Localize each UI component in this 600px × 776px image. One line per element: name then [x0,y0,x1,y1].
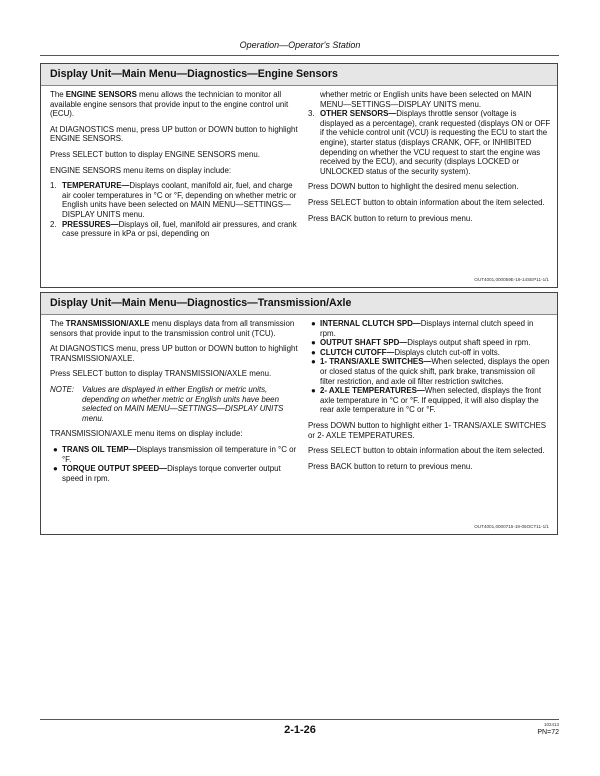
list-item-internal-clutch-spd: ● INTERNAL CLUTCH SPD—Displays internal clutch speed in rpm. [311,319,534,338]
reference-code: OUT4001,0000715-19-05OCT11-1/1 [474,524,549,529]
intro-paragraph: The TRANSMISSION/AXLE menu displays data from all transmission sensors that provide input to the transmission control unit (TCU). [50,319,295,338]
right-column [308,319,551,477]
list-item-pressures: 2. PRESSURES—Displays oil, fuel, manifold air pressures, and crank case pressure in kPa or psi, depending on [50,219,297,239]
list-item-temperature: 1. TEMPERATURE—Displays coolant, manifold air, fuel, and charge air cooler temperatures in °C or °F, depending on whether metric or English units have been selected on MAIN MENU—SETTINGS—DISPLAY UNITS menu. [50,181,297,219]
reference-code: OUT4001,000059E-19-14SEP11-1/1 [474,277,549,282]
list-item-torque-output-speed: ● TORQUE OUTPUT SPEED—Displays torque converter output speed in rpm. [53,464,281,483]
header-rule [40,55,559,56]
bullet-list [308,319,551,415]
instruction-paragraph: Press SELECT button to obtain information about the item selected. [308,197,545,207]
instruction-paragraph: Press BACK button to return to previous menu. [308,213,473,223]
list-intro: TRANSMISSION/AXLE menu items on display include: [50,429,243,439]
bullet-list [50,445,298,483]
instruction-paragraph: Press SELECT button to display TRANSMISSION/AXLE menu. [50,369,272,379]
instruction-paragraph: At DIAGNOSTICS menu, press UP button or DOWN button to highlight TRANSMISSION/AXLE. [50,344,298,363]
transmission-axle-section [40,292,558,535]
list-item-trans-axle-switches: ● 1- TRANS/AXLE SWITCHES—When selected, displays the open or closed status of the quick shift, park brake, transmission oil filter restriction, and axle oil filter restriction switches. [311,357,550,386]
footer-code: 102413 [543,722,559,727]
section-title: Display Unit—Main Menu—Diagnostics—Transmission/Axle [41,293,557,315]
note: NOTE: Values are displayed in either English or metric units, depending on whether metric or English units have been selected on MAIN MENU—SETTINGS—DISPLAY UNITS menu. [50,384,284,423]
left-column [50,319,298,489]
instruction-paragraph: Press DOWN button to highlight either 1- TRANS/AXLE SWITCHES or 2- AXLE TEMPERATURES. [308,420,546,440]
instruction-paragraph: At DIAGNOSTICS menu, press UP button or DOWN button to highlight ENGINE SENSORS. [50,124,298,144]
list-item-trans-oil-temp: ● TRANS OIL TEMP—Displays transmission oil temperature in °C or °F. [53,444,297,464]
intro-paragraph: The ENGINE SENSORS menu allows the technician to monitor all available engine sensors that provide input to the engine control unit (ECU). [50,90,289,119]
running-head: Operation—Operator's Station [239,40,361,50]
left-column [50,90,298,239]
footer-pn: PN=72 [537,729,559,736]
engine-sensors-section [40,63,558,288]
list-item-output-shaft-spd: ● OUTPUT SHAFT SPD—Displays output shaft speed in rpm. [311,338,531,348]
list-intro: ENGINE SENSORS menu items on display include: [50,165,232,175]
instruction-paragraph: Press DOWN button to highlight the desired menu selection. [308,182,519,192]
instruction-paragraph: Press SELECT button to obtain information about the item selected. [308,446,545,456]
footer-rule [40,719,559,720]
list-item-clutch-cutoff: ● CLUTCH CUTOFF—Displays clutch cut-off in volts. [311,347,500,357]
instruction-paragraph: Press BACK button to return to previous menu. [308,461,473,471]
instruction-paragraph: Press SELECT button to display ENGINE SENSORS menu. [50,149,260,159]
right-column [308,90,551,229]
section-title: Display Unit—Main Menu—Diagnostics—Engine Sensors [41,64,557,86]
list-item-pressures-continued: whether metric or English units have been selected on MAIN MENU—SETTINGS—DISPLAY UNITS menu. [320,90,532,109]
page-number: 2-1-26 [284,724,316,736]
list-item-axle-temperatures: ● 2- AXLE TEMPERATURES—When selected, displays the front axle temperature in °C or °F. If equipped, it will also display the rear axle temperature in °C or °F. [311,386,542,415]
list-item-other-sensors: 3. OTHER SENSORS—Displays throttle sensor (voltage is displayed as a percentage), crank requested (displays ON or OFF if the vehicle control unit (VCU) is requesting the ECU to start the engine), starter status (displays CRANK, OFF, or INHIBITED depending on whether the VCU request to start the engine was received by the ECU), and security (displays LOCKED or UNLOCKED status of the security system). [308,109,551,176]
